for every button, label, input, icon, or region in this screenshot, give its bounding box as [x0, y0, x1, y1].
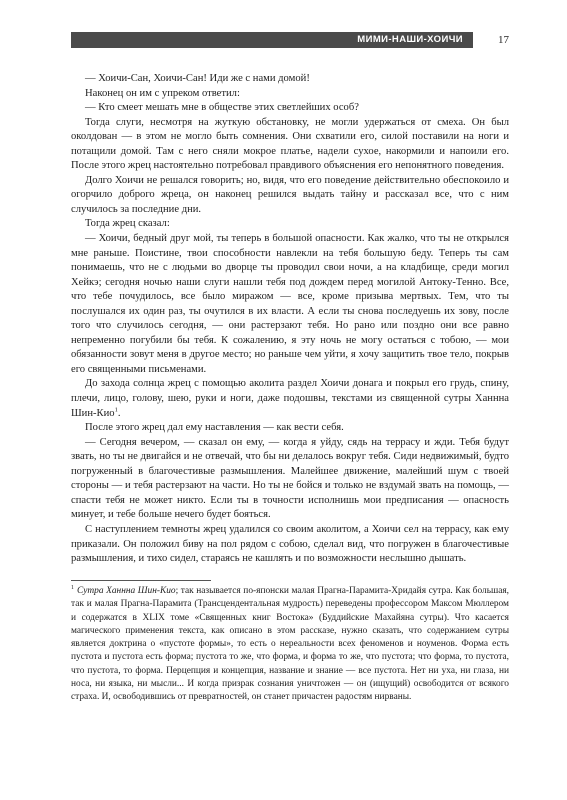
running-title: МИМИ-НАШИ-ХОИЧИ: [71, 32, 473, 48]
paragraph: Наконец он им с упреком ответил:: [85, 87, 240, 99]
paragraph: — Хоичи, бедный друг мой, ты теперь в большой опасности. Как жалко, что ты не открылся мне раньше. Поистине, твои способности навлекли на тебя большую беду. Теперь ты сам понимаешь, что не с людьми во дворце ты проводил свои ночи, а на кладбище, среди могил Хейкэ; сегодня ночью наши слуги нашли тебя под дождем перед могилой Антоку-Тенно. Все, что тебе почудилось, все было миражом — все, кроме призыва мертвых. Тем, что ты послушался их один раз, ты очутился в их власти. А если ты снова последуешь их зову, после того что случилось сегодня, — они растерзают тебя. Но рано или поздно они все равно непременно погубили бы тебя. К сожалению, я эту ночь не могу остаться с тобою, — мои обязанности зовут меня в другое место; но раньше чем уйти, я хочу защитить твое тело, покрыв его священными письменами.: [71, 233, 509, 375]
paragraph: Тогда слуги, несмотря на жуткую обстановку, не могли удержаться от смеха. Он был околдован — в этом не могло быть сомнения. Они схватили его, силой поставили на ноги и потащили домой. Там с него сняли мокрое платье, надели сухое, накормили и напоили его. После этого жрец настоятельно потребовал правдивого объяснения его непонятного поведения.: [71, 116, 509, 172]
page-header: [71, 32, 509, 48]
page-number: 17: [498, 34, 509, 46]
footnote-title: Сутра Ханнна Шин-Кио: [77, 586, 176, 596]
paragraph: Тогда жрец сказал:: [85, 218, 170, 230]
footnote-divider: [71, 580, 211, 581]
paragraph: — Хоичи-Сан, Хоичи-Сан! Иди же с нами домой!: [85, 73, 310, 84]
paragraph-with-footnote: До захода солнца жрец с помощью аколита раздел Хоичи донага и покрыл его грудь, спину, плечи, лицо, голову, шею, руки и ноги, даже подошвы, текстами из священной сутры Ханнна Шин-Кио$^1$.: [71, 378, 509, 419]
body-text: [71, 72, 509, 567]
paragraph: С наступлением темноты жрец удалился со своим аколитом, а Хоичи сел на террасу, как ему приказали. Он положил биву на пол рядом с собою, сделал вид, что погружен в благочестивые размышления, и тихо сидел, стараясь не кашлять и по возможности неслышно дышать.: [71, 523, 509, 565]
paragraph: Долго Хоичи не решался говорить; но, видя, что его поведение действительно обеспокоило и огорчило доброго жреца, он наконец решился выдать тайну и рассказал все, что с ним случилось за последние дни.: [71, 174, 509, 215]
paragraph-text: До захода солнца жрец с помощью аколита раздел Хоичи донага и покрыл его грудь, спину, плечи, лицо, голову, шею, руки и ноги, даже подошвы, текстами из священной сутры Ханнна Шин-Кио: [71, 378, 509, 419]
paragraph: После этого жрец дал ему наставления — как вести себя.: [85, 422, 344, 434]
footnote: [71, 585, 509, 705]
paragraph: — Кто смеет мешать мне в обществе этих светлейших особ?: [85, 102, 359, 114]
footnote-text: ; так называется по-японски малая Прагна-Парамита-Хридайя сутра. Как большая, так и малая Прагна-Парамита (Трансцендентальная мудрость) переведены профессором Максом Мюллером и содержатся в XLIX томе «Священных книг Востока» (Буддийские Махайяна сутры). Что касается магического применения текста, как описано в этом рассказе, нужно сказать, что содержанием сутры является доктрина о «пустоте формы», то есть о нереальности всех феноменов и ноуменов. Форма есть пустота и пустота есть форма; пустота то же, что форма, и форма то же, что пустота; что форма, то пустота, что пустота, то форма. Перцепция и концепция, название и знание — все пустота. Нет ни уха, ни глаза, ни носа, ни языка, ни мысли... И когда призрак сознания уничтожен — он (ищущий) освободится от всякого страха. И, освободившись от превратностей, он станет причастен радостям нирваны.: [71, 586, 510, 703]
footnote-reference[interactable]: 1: [114, 406, 118, 414]
paragraph: — Сегодня вечером, — сказал он ему, — когда я уйду, сядь на террасу и жди. Тебя будут звать, но ты не двигайся и не отвечай, что бы ни делалось вокруг тебя. Сиди недвижимый, будто погруженный в благочестивые размышления. Малейшее движение, малейший шум с твоей стороны — и тебя растерзают на части. Но ты не бойся и только не вздумай звать на помощь, — спасти тебя не может никто. Если ты в точности исполнишь мои предписания — опасность минует, и тебе больше нечего будет бояться.: [71, 436, 509, 521]
footnote-marker: 1: [71, 584, 74, 591]
